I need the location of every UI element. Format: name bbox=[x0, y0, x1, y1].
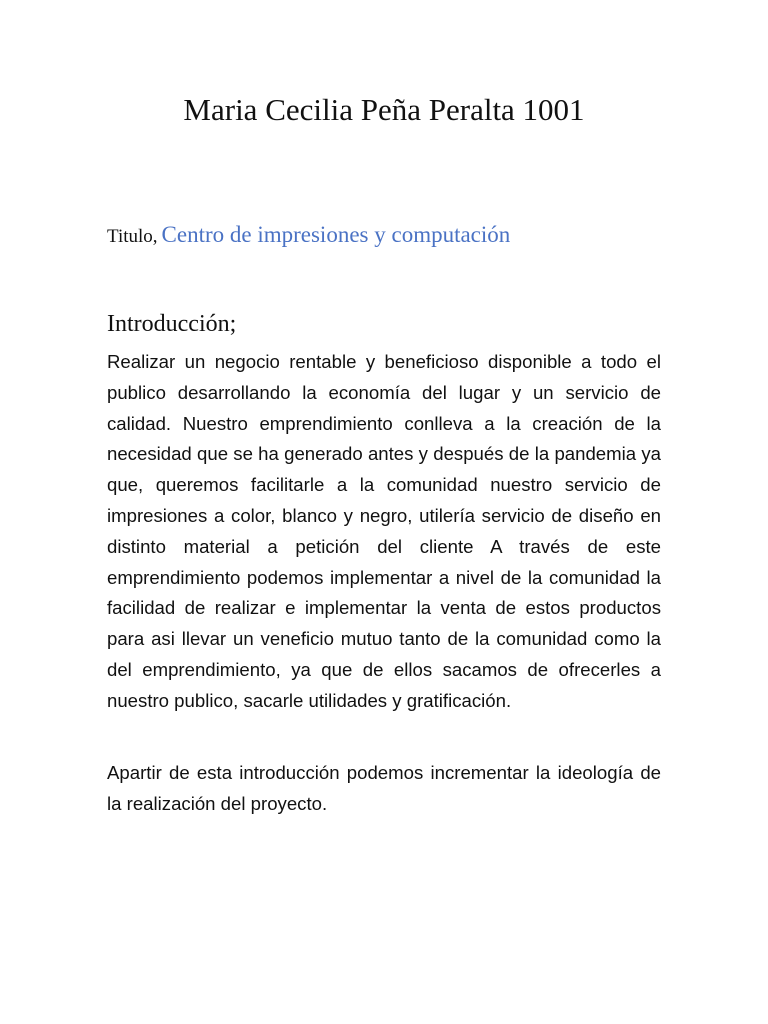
introduction-paragraph-2: Apartir de esta introducción podemos incrementar la ideología de la realización del proyecto. bbox=[107, 762, 661, 814]
introduction-paragraph-1: Realizar un negocio rentable y beneficioso disponible a todo el publico desarrollando la economía del lugar y un servicio de calidad. Nuestro emprendimiento conlleva a la creación de la necesidad que se ha generado antes y después de la pandemia ya que, queremos facilitarle a la comunidad nuestro servicio de impresiones a color, blanco y negro, utilería servicio de diseño en distinto material a petición del cliente A través de este emprendimiento podemos implementar a nivel de la comunidad la facilidad de realizar e implementar la venta de estos productos para asi llevar un veneficio mutuo tanto de la comunidad como la del emprendimiento, ya que de ellos sacamos de ofrecerles a nuestro publico, sacarle utilidades y gratificación. bbox=[107, 351, 661, 711]
document-title: Maria Cecilia Peña Peralta 1001 bbox=[183, 92, 585, 127]
titulo-value: Centro de impresiones y computación bbox=[161, 222, 511, 247]
introduction-heading: Introducción; bbox=[107, 311, 237, 337]
titulo-line bbox=[107, 222, 510, 248]
titulo-label: Titulo, bbox=[107, 226, 158, 247]
